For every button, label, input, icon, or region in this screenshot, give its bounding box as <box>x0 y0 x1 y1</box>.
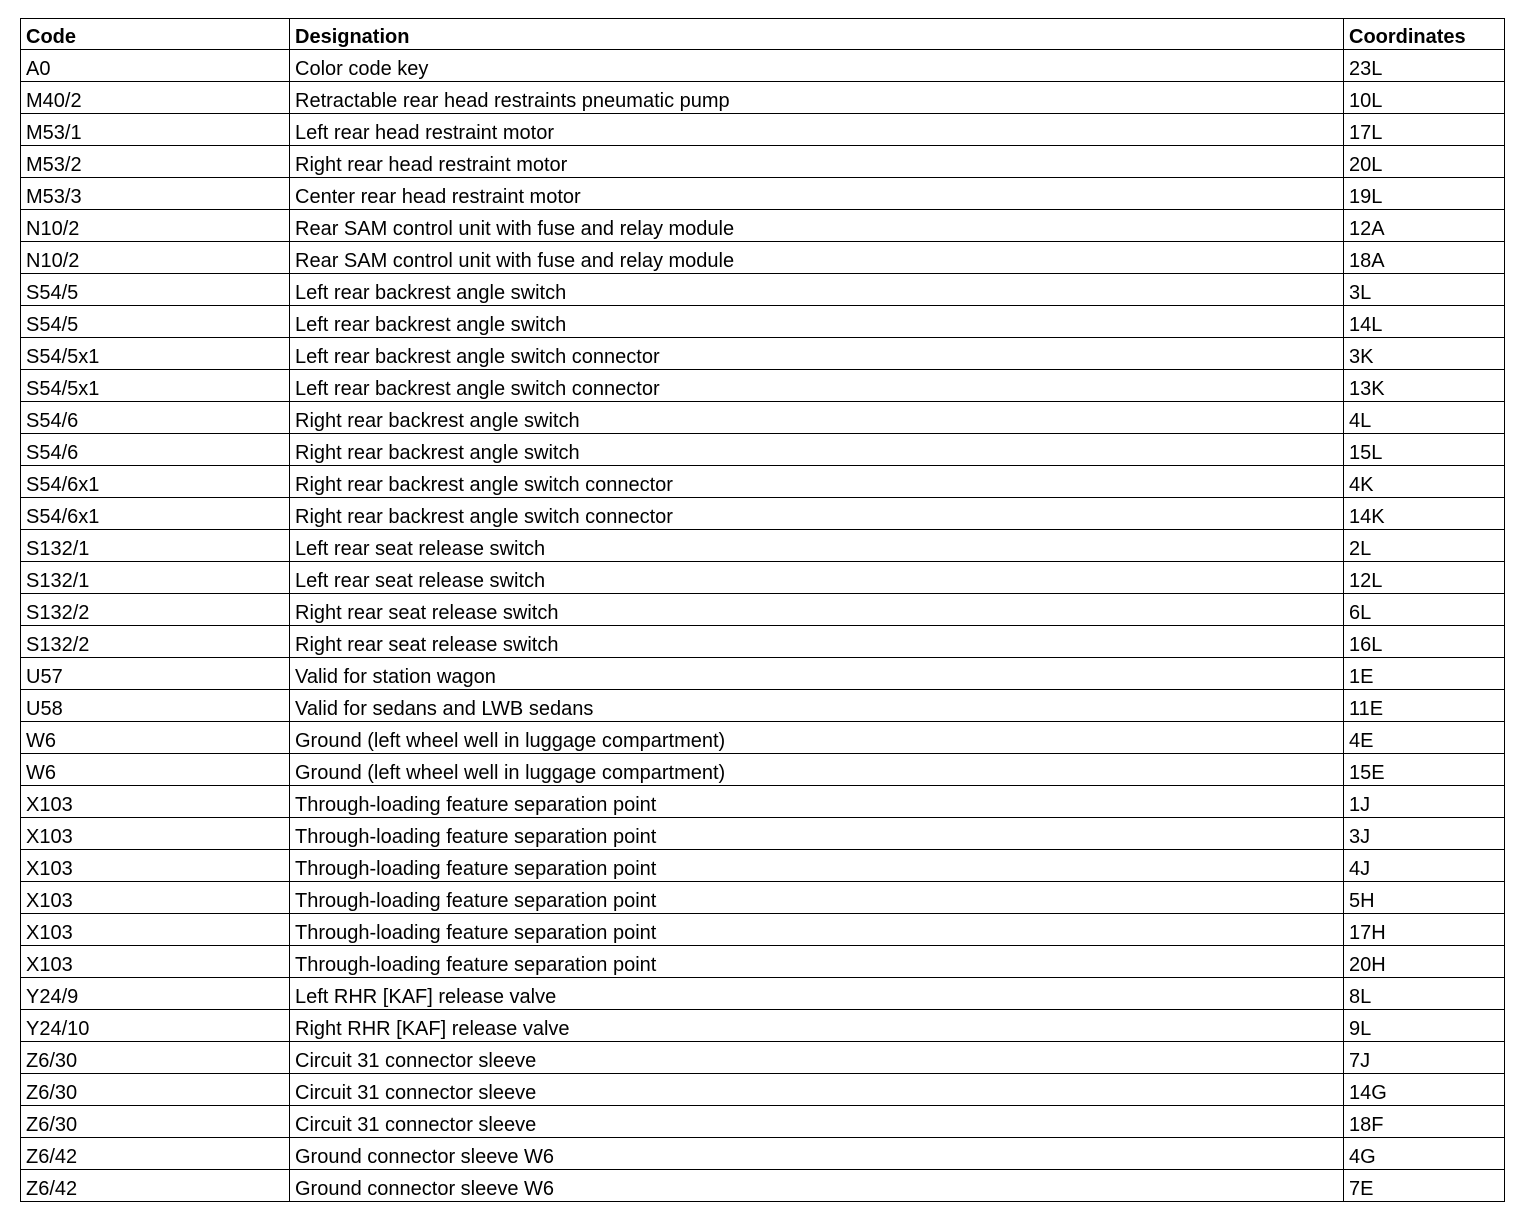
table-row <box>21 690 1505 722</box>
code-cell: M53/3 <box>21 178 290 210</box>
table-row <box>21 370 1505 402</box>
designation-cell: Circuit 31 connector sleeve <box>290 1106 1344 1138</box>
table-row <box>21 274 1505 306</box>
table-body <box>21 50 1505 1202</box>
table-row <box>21 178 1505 210</box>
table-row <box>21 946 1505 978</box>
table-row <box>21 338 1505 370</box>
coordinates-cell: 15E <box>1344 754 1505 786</box>
coordinates-cell: 10L <box>1344 82 1505 114</box>
coordinates-cell: 17H <box>1344 914 1505 946</box>
designation-cell: Right RHR [KAF] release valve <box>290 1010 1344 1042</box>
code-cell: A0 <box>21 50 290 82</box>
designation-cell: Valid for sedans and LWB sedans <box>290 690 1344 722</box>
coordinates-cell: 12L <box>1344 562 1505 594</box>
code-cell: S54/6 <box>21 402 290 434</box>
table-row <box>21 594 1505 626</box>
table-row <box>21 850 1505 882</box>
coordinates-cell: 4K <box>1344 466 1505 498</box>
code-cell: X103 <box>21 786 290 818</box>
table-row <box>21 434 1505 466</box>
table-header <box>21 19 1505 50</box>
coordinates-cell: 4G <box>1344 1138 1505 1170</box>
table-row <box>21 466 1505 498</box>
table-row <box>21 1170 1505 1202</box>
table-row <box>21 882 1505 914</box>
coordinates-cell: 20H <box>1344 946 1505 978</box>
designation-cell: Circuit 31 connector sleeve <box>290 1042 1344 1074</box>
designation-cell: Left rear head restraint motor <box>290 114 1344 146</box>
designation-cell: Right rear seat release switch <box>290 594 1344 626</box>
code-cell: S54/5 <box>21 274 290 306</box>
code-cell: M53/1 <box>21 114 290 146</box>
header-coordinates: Coordinates <box>1344 19 1505 50</box>
designation-cell: Ground (left wheel well in luggage compartment) <box>290 722 1344 754</box>
table-row <box>21 402 1505 434</box>
code-cell: S132/2 <box>21 594 290 626</box>
table-row <box>21 1042 1505 1074</box>
table-row <box>21 1138 1505 1170</box>
coordinates-cell: 19L <box>1344 178 1505 210</box>
designation-cell: Left rear backrest angle switch <box>290 274 1344 306</box>
header-row <box>21 19 1505 50</box>
table-row <box>21 754 1505 786</box>
code-cell: X103 <box>21 914 290 946</box>
table-row <box>21 114 1505 146</box>
coordinates-cell: 20L <box>1344 146 1505 178</box>
designation-cell: Through-loading feature separation point <box>290 850 1344 882</box>
designation-cell: Retractable rear head restraints pneumatic pump <box>290 82 1344 114</box>
component-legend-table <box>20 18 1505 1202</box>
table-row <box>21 978 1505 1010</box>
table-row <box>21 50 1505 82</box>
coordinates-cell: 4J <box>1344 850 1505 882</box>
designation-cell: Left rear seat release switch <box>290 562 1344 594</box>
coordinates-cell: 15L <box>1344 434 1505 466</box>
code-cell: S54/5x1 <box>21 338 290 370</box>
table-row <box>21 626 1505 658</box>
coordinates-cell: 23L <box>1344 50 1505 82</box>
designation-cell: Through-loading feature separation point <box>290 914 1344 946</box>
table-row <box>21 82 1505 114</box>
designation-cell: Rear SAM control unit with fuse and relay module <box>290 242 1344 274</box>
table-row <box>21 146 1505 178</box>
coordinates-cell: 4L <box>1344 402 1505 434</box>
table-row <box>21 242 1505 274</box>
code-cell: S54/5x1 <box>21 370 290 402</box>
header-code: Code <box>21 19 290 50</box>
code-cell: N10/2 <box>21 242 290 274</box>
coordinates-cell: 3K <box>1344 338 1505 370</box>
coordinates-cell: 18F <box>1344 1106 1505 1138</box>
coordinates-cell: 3L <box>1344 274 1505 306</box>
designation-cell: Left rear backrest angle switch connector <box>290 338 1344 370</box>
coordinates-cell: 4E <box>1344 722 1505 754</box>
code-cell: W6 <box>21 722 290 754</box>
code-cell: M40/2 <box>21 82 290 114</box>
designation-cell: Right rear backrest angle switch <box>290 434 1344 466</box>
table-row <box>21 786 1505 818</box>
designation-cell: Ground connector sleeve W6 <box>290 1170 1344 1202</box>
coordinates-cell: 6L <box>1344 594 1505 626</box>
code-cell: U57 <box>21 658 290 690</box>
designation-cell: Right rear head restraint motor <box>290 146 1344 178</box>
coordinates-cell: 14G <box>1344 1074 1505 1106</box>
designation-cell: Right rear seat release switch <box>290 626 1344 658</box>
code-cell: Y24/10 <box>21 1010 290 1042</box>
code-cell: S54/6 <box>21 434 290 466</box>
table-row <box>21 1106 1505 1138</box>
code-cell: Z6/30 <box>21 1042 290 1074</box>
code-cell: S132/1 <box>21 530 290 562</box>
designation-cell: Ground (left wheel well in luggage compartment) <box>290 754 1344 786</box>
code-cell: N10/2 <box>21 210 290 242</box>
designation-cell: Through-loading feature separation point <box>290 786 1344 818</box>
table-row <box>21 498 1505 530</box>
designation-cell: Valid for station wagon <box>290 658 1344 690</box>
code-cell: Z6/30 <box>21 1074 290 1106</box>
designation-cell: Right rear backrest angle switch <box>290 402 1344 434</box>
coordinates-cell: 8L <box>1344 978 1505 1010</box>
code-cell: X103 <box>21 946 290 978</box>
coordinates-cell: 12A <box>1344 210 1505 242</box>
code-cell: Z6/42 <box>21 1170 290 1202</box>
coordinates-cell: 3J <box>1344 818 1505 850</box>
table-row <box>21 818 1505 850</box>
coordinates-cell: 14L <box>1344 306 1505 338</box>
coordinates-cell: 2L <box>1344 530 1505 562</box>
code-cell: S54/6x1 <box>21 498 290 530</box>
coordinates-cell: 5H <box>1344 882 1505 914</box>
table-row <box>21 210 1505 242</box>
table-row <box>21 306 1505 338</box>
designation-cell: Through-loading feature separation point <box>290 882 1344 914</box>
code-cell: W6 <box>21 754 290 786</box>
designation-cell: Left rear backrest angle switch connector <box>290 370 1344 402</box>
coordinates-cell: 11E <box>1344 690 1505 722</box>
designation-cell: Center rear head restraint motor <box>290 178 1344 210</box>
code-cell: S54/6x1 <box>21 466 290 498</box>
table-row <box>21 562 1505 594</box>
table-row <box>21 658 1505 690</box>
code-cell: S132/2 <box>21 626 290 658</box>
code-cell: S132/1 <box>21 562 290 594</box>
table-row <box>21 1074 1505 1106</box>
code-cell: X103 <box>21 882 290 914</box>
designation-cell: Right rear backrest angle switch connector <box>290 498 1344 530</box>
coordinates-cell: 9L <box>1344 1010 1505 1042</box>
designation-cell: Through-loading feature separation point <box>290 818 1344 850</box>
code-cell: S54/5 <box>21 306 290 338</box>
code-cell: Z6/42 <box>21 1138 290 1170</box>
designation-cell: Ground connector sleeve W6 <box>290 1138 1344 1170</box>
coordinates-cell: 7E <box>1344 1170 1505 1202</box>
header-designation: Designation <box>290 19 1344 50</box>
coordinates-cell: 18A <box>1344 242 1505 274</box>
designation-cell: Right rear backrest angle switch connector <box>290 466 1344 498</box>
coordinates-cell: 1E <box>1344 658 1505 690</box>
table-row <box>21 530 1505 562</box>
designation-cell: Color code key <box>290 50 1344 82</box>
code-cell: U58 <box>21 690 290 722</box>
coordinates-cell: 14K <box>1344 498 1505 530</box>
coordinates-cell: 13K <box>1344 370 1505 402</box>
code-cell: X103 <box>21 818 290 850</box>
table-row <box>21 914 1505 946</box>
coordinates-cell: 1J <box>1344 786 1505 818</box>
designation-cell: Circuit 31 connector sleeve <box>290 1074 1344 1106</box>
designation-cell: Left RHR [KAF] release valve <box>290 978 1344 1010</box>
coordinates-cell: 7J <box>1344 1042 1505 1074</box>
designation-cell: Left rear backrest angle switch <box>290 306 1344 338</box>
coordinates-cell: 16L <box>1344 626 1505 658</box>
code-cell: Y24/9 <box>21 978 290 1010</box>
designation-cell: Rear SAM control unit with fuse and relay module <box>290 210 1344 242</box>
designation-cell: Through-loading feature separation point <box>290 946 1344 978</box>
code-cell: Z6/30 <box>21 1106 290 1138</box>
table-row <box>21 1010 1505 1042</box>
code-cell: M53/2 <box>21 146 290 178</box>
designation-cell: Left rear seat release switch <box>290 530 1344 562</box>
coordinates-cell: 17L <box>1344 114 1505 146</box>
code-cell: X103 <box>21 850 290 882</box>
table-row <box>21 722 1505 754</box>
